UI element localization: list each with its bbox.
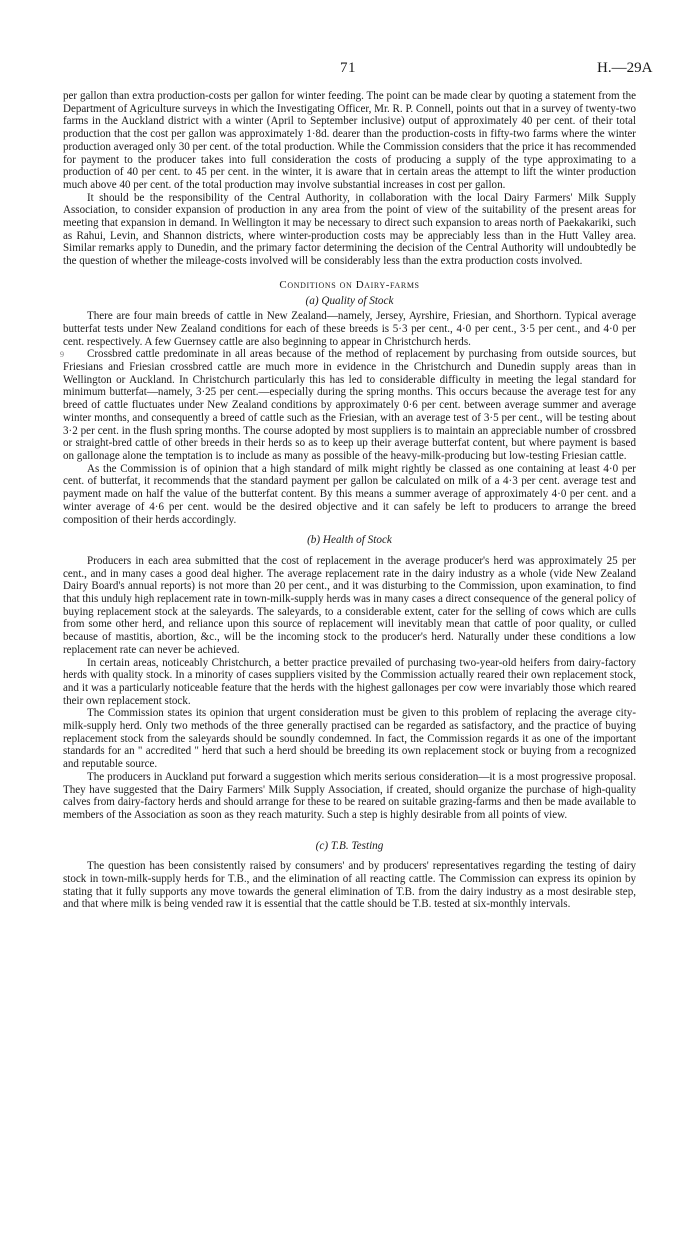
paragraph: There are four main breeds of cattle in New Zealand—namely, Jersey, Ayrshire, Friesian, and Shorthorn. Typical average butterfat tests under New Zealand conditions for each of these breeds is 5·3 per cent., 4·0 per cent., 3·5 per cent., and 4·0 per cent. respectively. A few Guernsey cattle are also beginning to appear in Christchurch herds. <box>63 310 636 348</box>
subsection-heading-health: (b) Health of Stock <box>307 534 392 547</box>
margin-mark: 9 <box>60 350 64 359</box>
document-body <box>63 90 636 911</box>
page-number: 71 <box>340 60 356 76</box>
paragraph: As the Commission is of opinion that a high standard of milk might rightly be classed as one containing at least 4·0 per cent. of butterfat, it recommends that the standard payment per gallon be calculated on milk of a 4·3 per cent. average test and payment made on half the value of the butterfat content. By this means a summer average of approximately 4·0 per cent. and a winter average of 4·6 per cent. would be the desired objective and it can safely be left to producers to arrange the breed composition of their herds accordingly. <box>63 462 636 526</box>
section-heading: Conditions on Dairy-farms <box>279 278 420 291</box>
paragraph: In certain areas, noticeably Christchurch, a better practice prevailed of purchasing two-year-old heifers from dairy-factory herds with quality stock. In a minority of cases suppliers visited by the Commission actually reared their own replacement stock, and it was a particularly noticeable feature that the herds with the highest gallonages per cow were invariably those which reared their own replacement stock. <box>63 656 636 707</box>
paragraph: The producers in Auckland put forward a suggestion which merits serious consideration—it is a most progressive proposal. They have suggested that the Dairy Farmers' Milk Supply Association, if created, should organize the purchase of high-quality calves from dairy-factory herds and should arrange for these to be reared on suitable grazing-farms and then be made available to members of the Association as soon as they reach maturity. Such a step is highly desirable from all points of view. <box>63 770 636 821</box>
paragraph: Crossbred cattle predominate in all areas because of the method of replacement by purchasing from outside sources, but Friesians and Friesian crossbred cattle are much more in evidence in the Christchurch and Dunedin supply areas than in Wellington or Auckland. In Christchurch particularly this has led to considerable difficulty in meeting the legal standard for minimum butterfat—namely, 3·25 per cent.—especially during the spring months. This occurs because the average test for any breed of cattle fluctuates under New Zealand conditions by approximately 0·6 per cent. between average summer and average winter months, and consequently a breed of cattle such as the Friesian, with an average test of 3·5 per cent., will be testing about 3·2 per cent. in the flush spring months. The course adopted by most suppliers is to maintain an appreciable number of crossbred or straight-bred cattle of other breeds in their herds so as to keep up their average butterfat content, but where payment is based on gallonage alone the temptation is to include as many as possible of the heavy-milk-producing but low-testing Friesian cattle. <box>63 348 636 462</box>
paragraph: The question has been consistently raised by consumers' and by producers' representatives regarding the testing of dairy stock in town-milk-supply herds for T.B., and the elimination of all reacting cattle. The Commission can express its opinion by stating that it fully supports any move towards the general elimination of T.B. from the dairy industry as a most desirable step, and that where milk is being vended raw it is essential that the cattle should be T.B. tested at six-monthly intervals. <box>63 860 636 911</box>
paragraph: The Commission states its opinion that urgent consideration must be given to this problem of replacing the average city-milk-supply herd. Only two methods of the three generally practised can be regarded as satisfactory, and the practice of buying replacement stock from the saleyards should be soundly condemned. In fact, the Commission regards it as one of the important standards for an " accredited " herd that such a herd should be breeding its own replacement stock or buying from a recognized and reputable source. <box>63 707 636 771</box>
subsection-heading-quality: (a) Quality of Stock <box>305 294 394 307</box>
paragraph: Producers in each area submitted that the cost of replacement in the average producer's herd was approximately 25 per cent., and in many cases a good deal higher. The average replacement rate in the dairy industry as a whole (vide New Zealand Dairy Board's annual reports) is not more than 20 per cent., and it was disturbing to the Commission, upon examination, to find that this unduly high replacement rate in town-milk-supply herds was in many cases a direct consequence of the general policy of buying replacement stock at the saleyards. The saleyards, to a considerable extent, cater for the selling of cows which are culls from some other herd, and reliance upon this source of replacement will inevitably mean that cattle of poor quality, or culled because of mastitis, abortion, &c., will be the incoming stock to the producer's herd. Naturally under these conditions a low replacement rate can never be achieved. <box>63 554 636 656</box>
paragraph: It should be the responsibility of the Central Authority, in collaboration with the local Dairy Farmers' Milk Supply Association, to consider expansion of production in any area from the point of view of the suitability of the present areas for meeting that expansion in demand. In Wellington it may be necessary to direct such expansion to areas north of Paekakariki, such as Rahui, Levin, and Shannon districts, where winter-production costs may be appreciably less than in the Hutt Valley area. Similar remarks apply to Dunedin, and the primary factor determining the decision of the Central Authority will undoubtedly be the question of whether the mileage-costs involved will be considerably less than the extra production costs involved. <box>63 191 636 268</box>
paragraph: per gallon than extra production-costs per gallon for winter feeding. The point can be made clear by quoting a statement from the Department of Agriculture surveys in which the Investigating Officer, Mr. R. P. Connell, points out that in a survey of twenty-two farms in the Auckland district with a winter (April to September inclusive) output of approximately 40 per cent. of their total production that the cost per gallon was approximately 1·8d. dearer than the production-costs in fifty-two farms where the winter production averaged only 30 per cent. of the total production. While the Commission considers that the price it has recommended for payment to the producer takes into full consideration the costs of producing a supply of the type approximating to a production of 40 per cent. to 45 per cent. in the winter, it is aware that in certain areas the attempt to lift the winter production much above 40 per cent. of the total production may involve substantial increases in cost per gallon. <box>63 90 636 191</box>
subsection-heading-tb-testing: (c) T.B. Testing <box>315 839 384 852</box>
report-reference: H.—29A <box>597 60 653 76</box>
